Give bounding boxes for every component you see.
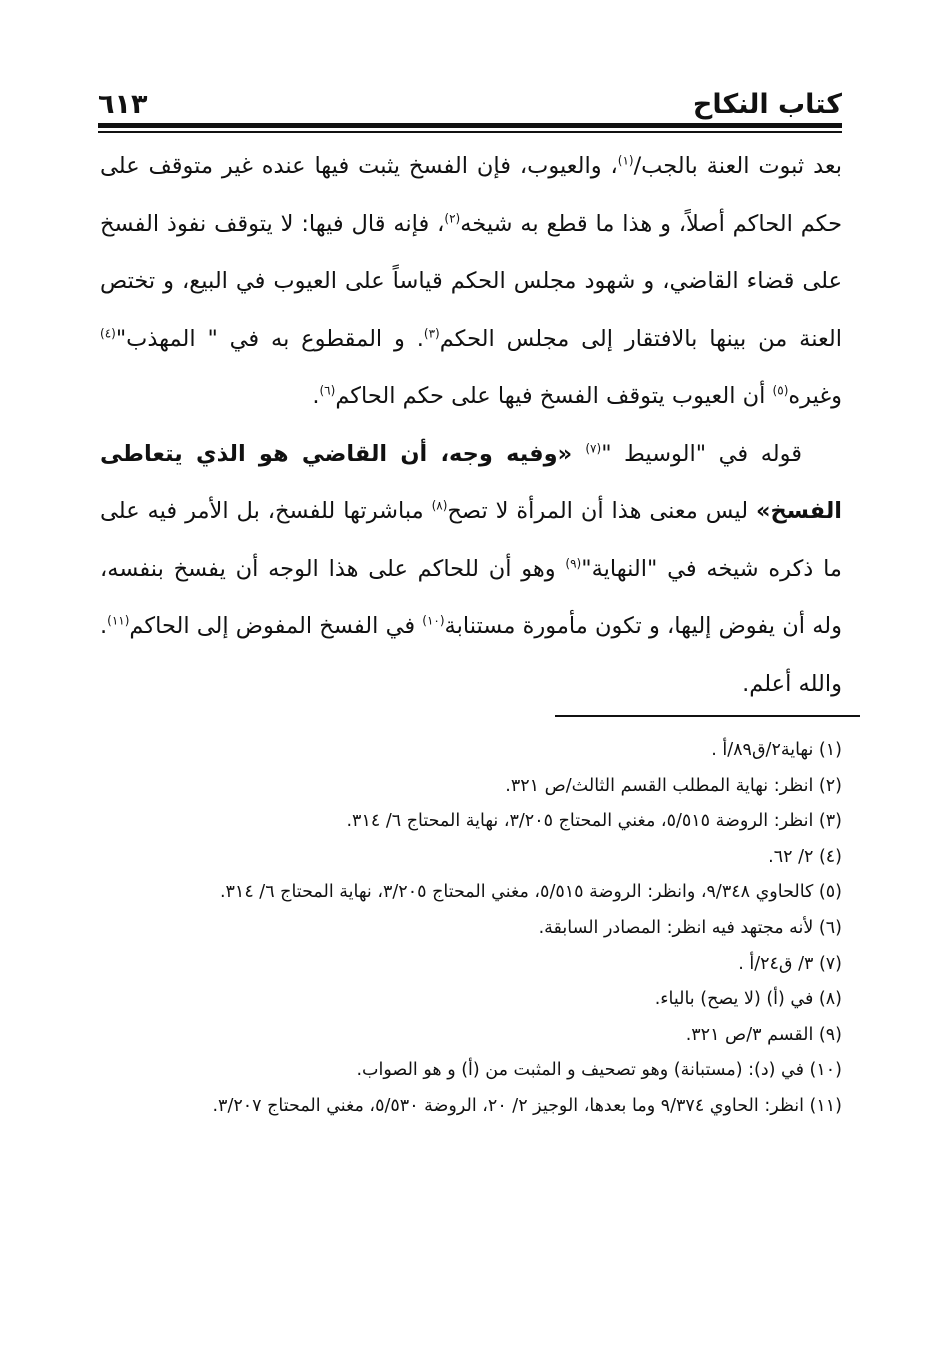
- footnote-2: (٢) انظر: نهاية المطلب القسم الثالث/ص ٣٢١.: [505, 775, 842, 796]
- text-run: . والله أعلم.: [100, 613, 842, 697]
- footnote-ref-9: (٩): [565, 556, 582, 570]
- text-run: . و المقطوع به في " المهذب": [115, 325, 424, 352]
- text-run: في الفسخ المفوض إلى الحاكم: [129, 613, 423, 639]
- footnote-6: (٦) لأنه مجتهد فيه انظر: المصادر السابقة.: [538, 917, 842, 938]
- header-rule-thick: [98, 123, 842, 128]
- main-text: [100, 138, 842, 713]
- page-number: ٦١٣: [98, 89, 148, 120]
- footnote-ref-10: (١٠): [422, 613, 445, 628]
- footnote-ref-7: (٧): [585, 441, 602, 455]
- footnote-ref-3: (٣): [423, 326, 440, 340]
- text-run: .: [312, 383, 320, 409]
- footnote-4: (٤) ٢/ ٦٢.: [768, 846, 842, 867]
- footnote-ref-4: (٤): [100, 326, 116, 340]
- footnote-11: (١١) انظر: الحاوي ٩/٣٧٤ وما بعدها، الوجيز ٢/ ٢٠، الروضة ٥/٥٣٠، مغني المحتاج ٣/٢٠٧.: [212, 1095, 842, 1116]
- footnote-5: (٥) كالحاوي ٩/٣٤٨، وانظر: الروضة ٥/٥١٥، مغني المحتاج ٣/٢٠٥، نهاية المحتاج ٦/ ٣١٤.: [219, 882, 842, 903]
- footnotes: [100, 733, 842, 1125]
- quoted-text: «وفيه وجه، أن القاضي هو الذي يتعاطى الفسخ»: [100, 440, 843, 524]
- footnote-ref-2: (٢): [444, 211, 461, 225]
- running-title: كتاب النكاح: [692, 89, 842, 120]
- footnote-3: (٣) انظر: الروضة ٥/٥١٥، مغني المحتاج ٣/٢٠٥، نهاية المحتاج ٦/ ٣١٤.: [346, 811, 842, 832]
- text-run: بعد ثبوت العنة بالجب/: [633, 153, 842, 179]
- header-rule-thin: [98, 131, 842, 133]
- footnote-ref-6: (٦): [319, 383, 336, 398]
- text-run: ، والعيوب، فإن الفسخ يثبت فيها عنده غير متوقف على حكم الحاكم أصلاً، و هذا ما قطع به شيخه: [100, 153, 843, 237]
- footnote-9: (٩) القسم ٣/ص ٣٢١.: [685, 1024, 842, 1045]
- text-run: وغيره: [788, 383, 842, 409]
- text-run: وهو أن للحاكم على هذا الوجه أن يفسخ بنفسه، وله أن يفوض إليها، و تكون مأمورة مستنابة: [100, 555, 842, 639]
- text-run: مباشرتها للفسخ، بل الأمر فيه على ما ذكره شيخه في "النهاية": [100, 498, 842, 582]
- footnote-8: (٨) في (أ) (لا يصح) بالياء.: [654, 989, 842, 1010]
- footnote-7: (٧) ٣/ ق٢٤/أ .: [738, 953, 842, 974]
- footnote-ref-11: (١١): [107, 613, 130, 628]
- footnote-10: (١٠) في (د): (مستبانة) وهو تصحيف و المثبت من (أ) و هو الصواب.: [356, 1060, 842, 1081]
- footnote-ref-5: (٥): [772, 383, 789, 398]
- footnote-ref-1: (١): [617, 153, 634, 168]
- footnote-ref-8: (٨): [431, 498, 448, 513]
- footnote-1: (١) نهاية٢/ق٨٩/أ .: [711, 740, 842, 760]
- paragraph-2: [100, 426, 842, 714]
- page-header: [98, 80, 842, 120]
- text-run: قوله في "الوسيط ": [601, 440, 802, 467]
- text-run: أن العيوب يتوقف الفسخ فيها على حكم الحاكم: [335, 383, 773, 409]
- footnote-separator: [555, 715, 860, 717]
- text-run: ، فإنه قال فيها: لا يتوقف نفوذ الفسخ على قضاء القاضي، و شهود مجلس الحكم قياساً على العيوب في البيع، و تختص العنة من بينها بالافتقار إلى مجلس الحكم: [100, 210, 842, 352]
- text-run: ليس معنى هذا أن المرأة لا تصح: [447, 498, 756, 524]
- paragraph-1: [100, 138, 842, 426]
